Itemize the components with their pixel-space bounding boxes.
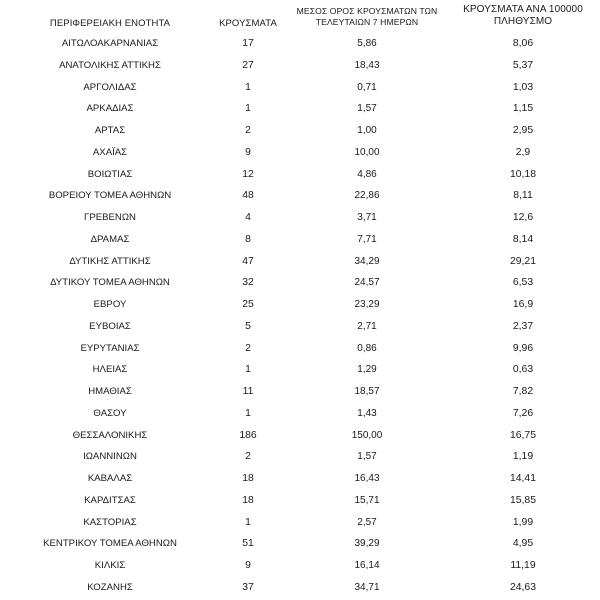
cell-region: ΘΕΣΣΑΛΟΝΙΚΗΣ xyxy=(72,429,148,441)
table-row xyxy=(0,143,600,165)
cell-per100k: 2,95 xyxy=(512,125,534,136)
cell-cases: 186 xyxy=(239,429,257,441)
cell-region: ΚΕΝΤΡΙΚΟΥ ΤΟΜΕΑ ΑΘΗΝΩΝ xyxy=(43,538,177,550)
header-per100k xyxy=(452,4,594,28)
table-row xyxy=(0,99,600,121)
cell-region: ΚΑΡΔΙΤΣΑΣ xyxy=(84,494,136,506)
table-row xyxy=(0,230,600,252)
cell-per100k: 10,18 xyxy=(509,168,536,180)
cell-per100k: 14,41 xyxy=(509,473,536,484)
cell-region: ΑΧΑΪΑΣ xyxy=(92,146,128,158)
cell-cases: 11 xyxy=(242,386,254,397)
cell-region: ΔΥΤΙΚΟΥ ΤΟΜΕΑ ΑΘΗΝΩΝ xyxy=(50,277,170,289)
cell-region: ΗΜΑΘΙΑΣ xyxy=(88,386,132,397)
cell-region: ΑΙΤΩΛΟΑΚΑΡΝΑΝΙΑΣ xyxy=(61,38,159,49)
cell-cases: 37 xyxy=(242,581,254,593)
cell-per100k: 16,75 xyxy=(509,429,536,441)
cell-avg7: 39,29 xyxy=(354,538,380,550)
cell-avg7: 16,43 xyxy=(354,473,380,484)
cell-avg7: 0,71 xyxy=(357,81,377,93)
cell-region: ΒΟΡΕΙΟΥ ΤΟΜΕΑ ΑΘΗΝΩΝ xyxy=(48,190,172,202)
cell-per100k: 8,14 xyxy=(512,233,534,245)
cell-cases: 1 xyxy=(245,81,251,93)
cell-avg7: 1,29 xyxy=(357,364,377,376)
cell-avg7: 34,71 xyxy=(354,581,380,593)
cell-region: ΑΡΚΑΔΙΑΣ xyxy=(86,103,134,115)
cell-per100k: 2,37 xyxy=(512,320,534,332)
cell-avg7: 22,86 xyxy=(354,190,380,202)
cell-per100k: 15,85 xyxy=(509,494,536,506)
cell-cases: 2 xyxy=(245,451,251,463)
table-row xyxy=(0,513,600,535)
cell-avg7: 10,00 xyxy=(354,146,380,158)
cell-avg7: 2,71 xyxy=(357,320,377,332)
cell-region: ΔΥΤΙΚΗΣ ΑΤΤΙΚΗΣ xyxy=(69,255,151,267)
cell-cases: 18 xyxy=(242,494,254,506)
header-per100k-line1: ΚΡΟΥΣΜΑΤΑ ΑΝΑ 100000 xyxy=(463,4,583,15)
cell-region: ΑΡΓΟΛΙΔΑΣ xyxy=(83,81,137,93)
table-row xyxy=(0,273,600,295)
table-row xyxy=(0,186,600,208)
header-region: ΠΕΡΙΦΕΡΕΙΑΚΗ ΕΝΟΤΗΤΑ xyxy=(49,18,171,29)
cell-cases: 1 xyxy=(245,103,251,115)
cell-cases: 5 xyxy=(245,320,251,332)
cell-cases: 48 xyxy=(242,190,254,202)
cell-avg7: 18,57 xyxy=(354,386,380,397)
cell-avg7: 1,57 xyxy=(357,451,377,463)
cell-region: ΗΛΕΙΑΣ xyxy=(92,364,128,376)
cell-region: ΑΝΑΤΟΛΙΚΗΣ ΑΤΤΙΚΗΣ xyxy=(59,59,161,71)
cell-region: ΘΑΣΟΥ xyxy=(93,407,127,419)
cell-per100k: 29,21 xyxy=(509,255,536,267)
cell-per100k: 8,11 xyxy=(513,190,533,202)
header-cases: ΚΡΟΥΣΜΑΤΑ xyxy=(219,18,277,29)
cell-per100k: 9,96 xyxy=(512,342,534,354)
cell-region: ΚΟΖΑΝΗΣ xyxy=(87,581,133,593)
cell-per100k: 8,06 xyxy=(512,38,534,49)
cell-per100k: 1,19 xyxy=(512,451,534,463)
header-avg7-line2: ΤΕΛΕΥΤΑΙΩΝ 7 ΗΜΕΡΩΝ xyxy=(315,17,419,27)
cell-per100k: 16,9 xyxy=(512,299,534,310)
cell-cases: 1 xyxy=(245,364,251,376)
table-row xyxy=(0,556,600,578)
cell-cases: 1 xyxy=(245,407,251,419)
cell-cases: 51 xyxy=(242,538,254,550)
cell-avg7: 15,71 xyxy=(354,494,380,506)
cell-region: ΙΩΑΝΝΙΝΩΝ xyxy=(83,451,137,463)
cell-per100k: 1,03 xyxy=(512,81,534,93)
cell-avg7: 1,57 xyxy=(357,103,377,115)
cell-cases: 32 xyxy=(242,277,254,289)
cell-cases: 2 xyxy=(245,125,251,136)
cell-avg7: 34,29 xyxy=(354,255,380,267)
cell-region: ΕΥΡΥΤΑΝΙΑΣ xyxy=(80,342,140,354)
cell-cases: 17 xyxy=(242,38,254,49)
table-row xyxy=(0,382,600,404)
table-row xyxy=(0,469,600,491)
cell-cases: 25 xyxy=(242,299,254,310)
table-body xyxy=(0,34,600,600)
cell-region: ΚΙΛΚΙΣ xyxy=(94,560,126,571)
cell-avg7: 1,43 xyxy=(357,407,377,419)
cell-cases: 4 xyxy=(245,212,251,223)
cell-avg7: 7,71 xyxy=(357,233,377,245)
cell-region: ΑΡΤΑΣ xyxy=(94,125,126,136)
cell-avg7: 1,00 xyxy=(357,125,377,136)
cell-cases: 27 xyxy=(242,59,254,71)
table-row xyxy=(0,34,600,56)
cell-region: ΚΑΒΑΛΑΣ xyxy=(87,473,133,484)
table-row xyxy=(0,317,600,339)
cell-per100k: 7,26 xyxy=(512,407,534,419)
cell-per100k: 5,37 xyxy=(512,59,534,71)
table-row xyxy=(0,404,600,426)
table-row xyxy=(0,165,600,187)
cell-per100k: 4,95 xyxy=(512,538,534,550)
cell-cases: 9 xyxy=(245,560,251,571)
header-per100k-line2: ΠΛΗΘΥΣΜΟ xyxy=(493,16,553,27)
cell-per100k: 6,53 xyxy=(512,277,534,289)
cell-region: ΔΡΑΜΑΣ xyxy=(90,233,130,245)
table-row xyxy=(0,339,600,361)
cell-per100k: 12,6 xyxy=(512,212,534,223)
cell-region: ΕΒΡΟΥ xyxy=(93,299,127,310)
cell-cases: 9 xyxy=(245,146,251,158)
cell-avg7: 23,29 xyxy=(354,299,380,310)
cell-region: ΕΥΒΟΙΑΣ xyxy=(89,320,131,332)
table-row xyxy=(0,208,600,230)
table-row xyxy=(0,121,600,143)
cell-per100k: 24,63 xyxy=(509,581,536,593)
cell-cases: 8 xyxy=(245,233,251,245)
cell-region: ΒΟΙΩΤΙΑΣ xyxy=(87,168,133,180)
cell-avg7: 2,57 xyxy=(357,516,377,528)
cell-avg7: 24,57 xyxy=(354,277,380,289)
table-row xyxy=(0,534,600,556)
cell-region: ΓΡΕΒΕΝΩΝ xyxy=(84,212,136,223)
cell-per100k: 1,15 xyxy=(512,103,534,115)
table-row xyxy=(0,447,600,469)
cell-avg7: 0,86 xyxy=(357,342,377,354)
table-row xyxy=(0,426,600,448)
cell-per100k: 1,99 xyxy=(512,516,534,528)
cell-avg7: 3,71 xyxy=(357,212,377,223)
table-row xyxy=(0,295,600,317)
cell-avg7: 5,86 xyxy=(357,38,377,49)
cell-avg7: 16,14 xyxy=(354,560,380,571)
cell-avg7: 18,43 xyxy=(354,59,380,71)
table-row xyxy=(0,78,600,100)
cell-avg7: 150,00 xyxy=(351,429,383,441)
table-row xyxy=(0,578,600,600)
header-avg7 xyxy=(292,6,442,28)
header-avg7-line1: ΜΕΣΟΣ ΟΡΟΣ ΚΡΟΥΣΜΑΤΩΝ ΤΩΝ xyxy=(296,6,438,16)
table-row xyxy=(0,360,600,382)
cell-per100k: 7,82 xyxy=(512,386,534,397)
cell-cases: 2 xyxy=(245,342,251,354)
table-row xyxy=(0,252,600,274)
cell-per100k: 11,19 xyxy=(510,560,536,571)
cell-per100k: 2,9 xyxy=(515,146,531,158)
cell-cases: 18 xyxy=(242,473,254,484)
cell-avg7: 4,86 xyxy=(357,168,377,180)
cell-cases: 1 xyxy=(245,516,251,528)
cell-cases: 47 xyxy=(242,255,254,267)
table-row xyxy=(0,56,600,78)
table-row xyxy=(0,491,600,513)
cell-per100k: 0,63 xyxy=(512,364,534,376)
table-header xyxy=(0,0,600,32)
cell-cases: 12 xyxy=(242,168,254,180)
cell-region: ΚΑΣΤΟΡΙΑΣ xyxy=(83,516,137,528)
